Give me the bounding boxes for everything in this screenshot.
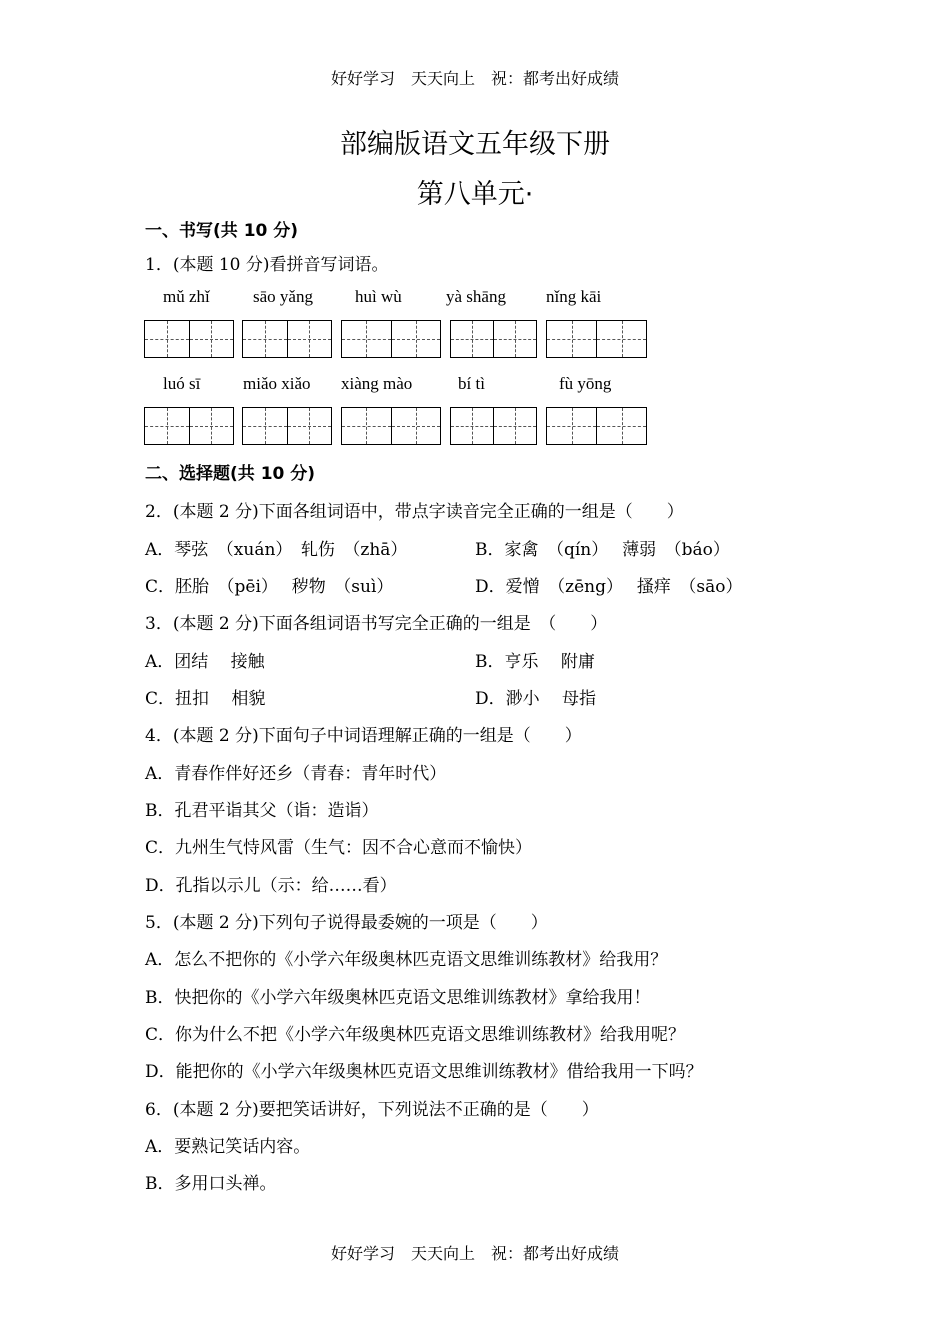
writing-box[interactable] [450,320,537,358]
question-2-option-a: A．琴弦 （xuán） 轧伤 （zhā） [145,540,408,560]
pinyin-label: miǎo xiǎo [243,374,311,393]
writing-box[interactable] [242,407,332,445]
question-5-option-c: C．你为什么不把《小学六年级奥林匹克语文思维训练教材》给我用呢？ [145,1025,686,1045]
pinyin-label: fù yōng [559,374,612,393]
question-5-option-a: A．怎么不把你的《小学六年级奥林匹克语文思维训练教材》给我用？ [145,950,668,970]
writing-box[interactable] [546,320,647,358]
writing-box[interactable] [144,407,234,445]
question-5-option-d: D．能把你的《小学六年级奥林匹克语文思维训练教材》借给我用一下吗？ [145,1062,703,1082]
pinyin-label: yà shāng [446,287,506,306]
question-4-option-b: B．孔君平诣其父（诣：造诣） [145,801,379,821]
pinyin-label: huì wù [355,287,402,306]
question-5-option-b: B．快把你的《小学六年级奥林匹克语文思维训练教材》拿给我用！ [145,988,651,1008]
question-3-text: 3．(本题 2 分)下面各组词语书写完全正确的一组是 （ ） [145,614,608,634]
question-6-option-b: B．多用口头禅。 [145,1174,277,1194]
question-5-text: 5．(本题 2 分)下列句子说得最委婉的一项是（ ） [145,913,548,933]
question-6-text: 6．(本题 2 分)要把笑话讲好，下列说法不正确的是（ ） [145,1100,599,1120]
question-6-option-a: A．要熟记笑话内容。 [145,1137,311,1157]
question-3-option-c: C．扭扣 相貌 [145,689,266,709]
question-2-option-c: C．胚胎 （pēi） 秽物 （suì） [145,577,394,597]
pinyin-label: luó sī [163,374,201,393]
question-3-option-a: A．团结 接触 [145,652,265,672]
section-writing-title: 一、书写(共 10 分) [145,221,299,241]
pinyin-label: sāo yǎng [253,287,313,306]
question-4-option-c: C．九州生气恃风雷（生气：因不合心意而不愉快） [145,838,533,858]
question-2-option-b: B．家禽 （qín） 薄弱 （báo） [475,540,730,560]
question-3-option-b: B．亨乐 附庸 [475,652,595,672]
writing-box[interactable] [546,407,647,445]
writing-box[interactable] [341,320,441,358]
document-title: 部编版语文五年级下册 [340,129,610,160]
question-2-option-d: D．爱憎 （zēng） 搔痒 （sāo） [475,577,743,597]
page-footer: 好好学习 天天向上 祝：都考出好成绩 [330,1244,619,1263]
section-choice-title: 二、选择题(共 10 分) [145,464,316,484]
unit-title: 第八单元· [416,179,534,210]
pinyin-label: bí tì [458,374,485,393]
question-4-option-d: D．孔指以示儿（示：给……看） [145,876,397,896]
question-4-text: 4．(本题 2 分)下面句子中词语理解正确的一组是（ ） [145,726,582,746]
page-header: 好好学习 天天向上 祝：都考出好成绩 [330,69,619,88]
writing-box[interactable] [242,320,332,358]
writing-box[interactable] [341,407,441,445]
question-3-option-d: D．渺小 母指 [475,689,597,709]
pinyin-label: xiàng mào [341,374,413,393]
pinyin-label: mǔ zhǐ [163,287,210,306]
writing-box[interactable] [450,407,537,445]
pinyin-label: nǐng kāi [546,287,602,306]
question-1-text: 1．(本题 10 分)看拼音写词语。 [145,255,389,275]
question-2-text: 2．(本题 2 分)下面各组词语中，带点字读音完全正确的一组是（ ） [145,502,684,522]
question-4-option-a: A．青春作伴好还乡（青春：青年时代） [145,764,447,784]
writing-box[interactable] [144,320,234,358]
